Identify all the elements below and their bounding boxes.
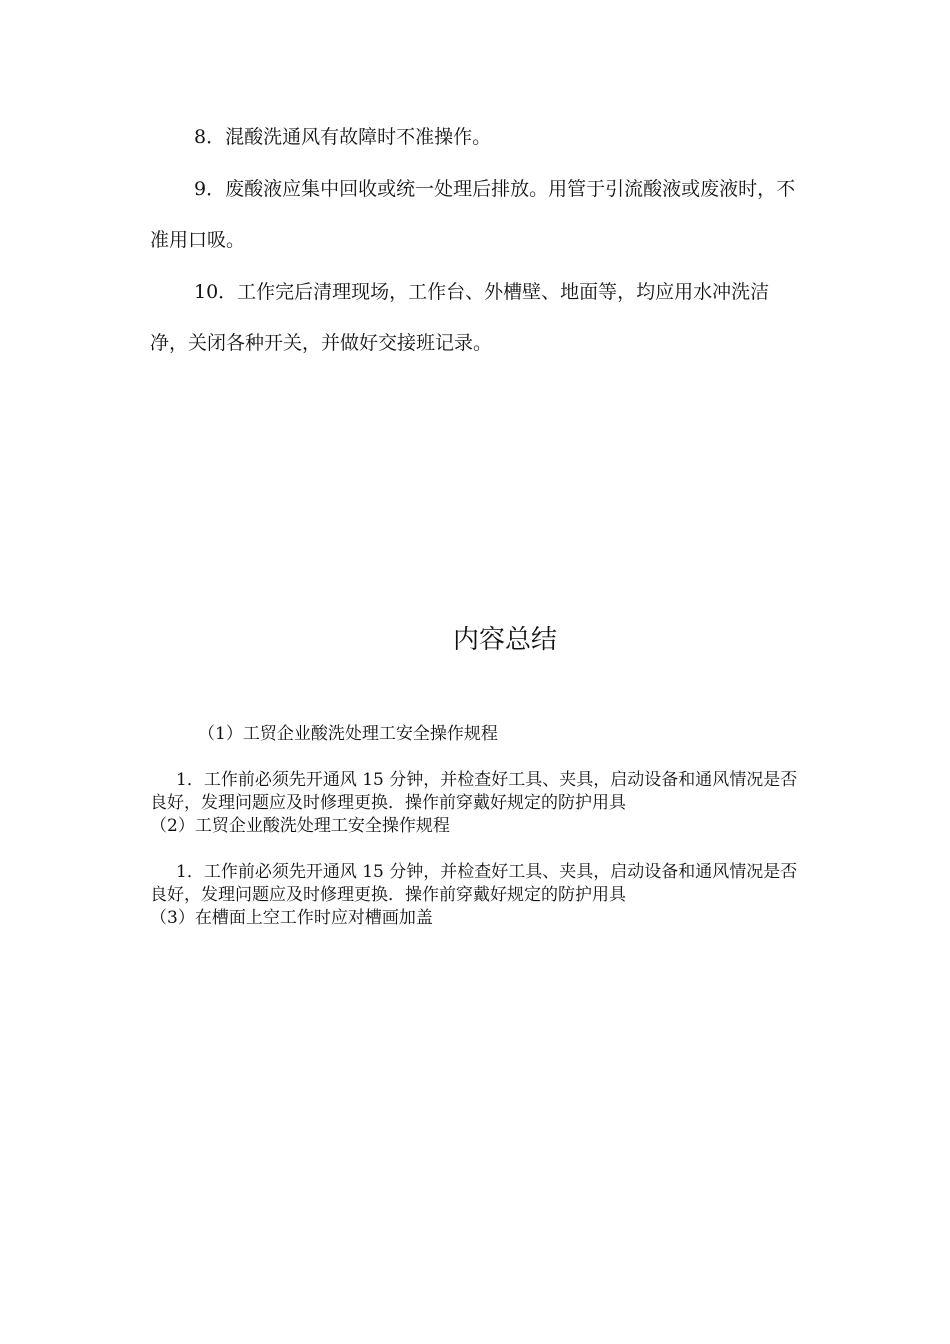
summary-section bbox=[150, 723, 802, 930]
paragraph-item-9: 9．废酸液应集中回收或统一处理后排放。用管于引流酸液或废液时，不准用口吸。 bbox=[150, 178, 796, 251]
spacer bbox=[150, 746, 802, 769]
summary-title: 内容总结 bbox=[452, 625, 557, 655]
summary-heading-1: （1）工贸企业酸洗处理工安全操作规程 bbox=[198, 724, 498, 744]
paragraph-item-8: 8．混酸洗通风有故障时不准操作。 bbox=[194, 126, 492, 148]
summary-item-1: 1．工作前必须先开通风 15 分钟，并检查好工具、夹具，启动设备和通风情况是否良好，发理问题应及时修理更换．操作前穿戴好规定的防护用具 bbox=[150, 770, 798, 813]
paragraph-item-10: 10．工作完后清理现场，工作台、外槽壁、地面等，均应用水冲洗洁净，关闭各种开关，并做好交接班记录。 bbox=[150, 281, 770, 354]
summary-heading-3: （3）在槽面上空工作时应对槽画加盖 bbox=[150, 908, 433, 928]
summary-heading-2: （2）工贸企业酸洗处理工安全操作规程 bbox=[150, 816, 450, 836]
summary-item-2: 1．工作前必须先开通风 15 分钟，并检查好工具、夹具，启动设备和通风情况是否良好，发理问题应及时修理更换．操作前穿戴好规定的防护用具 bbox=[150, 862, 798, 905]
spacer bbox=[150, 838, 802, 861]
